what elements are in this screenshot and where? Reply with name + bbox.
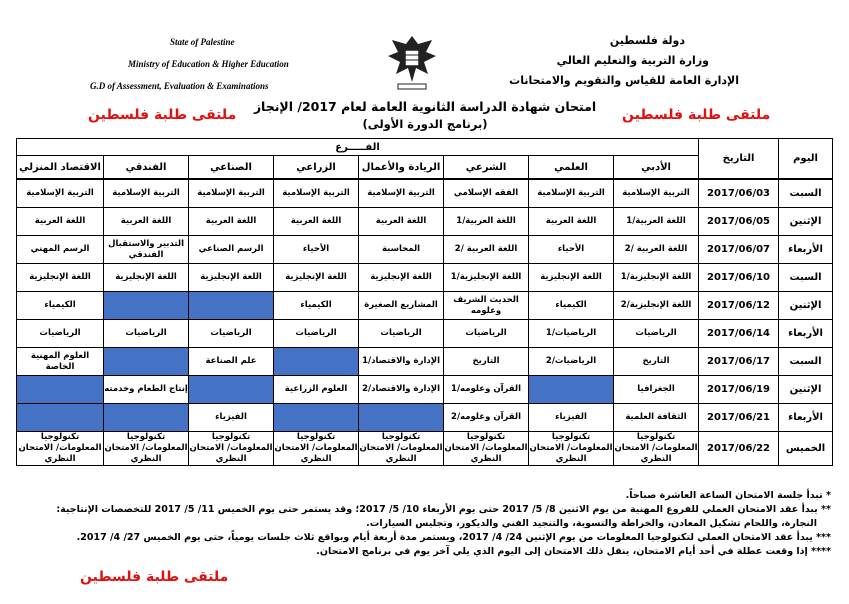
subject-cell: تكنولوجيا المعلومات/ الامتحان النظري xyxy=(189,432,273,464)
day-cell: السبت xyxy=(779,348,833,376)
subject-cell: القرآن وعلومه/1 xyxy=(444,376,529,404)
date-cell: 2017/06/21 xyxy=(699,404,779,432)
subject-cell: اللغة الإنجليزية/1 xyxy=(444,264,529,292)
branch-col-header: الفندقي xyxy=(104,156,189,180)
day-cell: السبت xyxy=(779,179,833,208)
subject-cell: اللغة العربية/1 xyxy=(444,208,529,236)
subject-cell: الكيمياء xyxy=(17,292,104,320)
subject-cell xyxy=(189,376,274,404)
subject-cell xyxy=(17,404,104,432)
date-cell: 2017/06/12 xyxy=(699,292,779,320)
date-cell: 2017/06/05 xyxy=(699,208,779,236)
subject-cell: اللغة الإنجليزية xyxy=(359,264,444,292)
subject-cell: التاريخ xyxy=(444,348,529,376)
en-ministry: Ministry of Education & Higher Education xyxy=(128,59,289,69)
palestine-emblem-icon xyxy=(384,30,440,92)
subject-cell: المحاسبة xyxy=(359,236,444,264)
day-cell: السبت xyxy=(779,264,833,292)
notes xyxy=(11,489,831,559)
day-cell: الإثنين xyxy=(779,292,833,320)
forum-label-bottom: ملتقى طلبة فلسطين xyxy=(80,569,229,585)
subject-cell xyxy=(359,404,444,432)
subject-cell: الإدارة والاقتصاد/2 xyxy=(359,376,444,404)
subject-cell: علم الصناعة xyxy=(189,348,274,376)
subject-cell: التربية الإسلامية xyxy=(17,179,104,208)
date-cell: 2017/06/17 xyxy=(699,348,779,376)
ar-ministry: وزارة التربية والتعليم العالي xyxy=(556,54,709,67)
note-3: *** يبدأ عقد الامتحان العملي لتكنولوجيا المعلومات من يوم الإثنين 24/ 4/ 2017، ويستمر مدة أربعة أيام وبواقع ثلاث جلسات يومياً، حتى يوم الخميس 27/ 4/ 2017. xyxy=(76,532,831,543)
subject-cell: الرسم المهني xyxy=(17,236,104,264)
subject-cell: المشاريع الصغيرة xyxy=(359,292,444,320)
note-1: * تبدأ جلسة الامتحان الساعة العاشرة صباحاً. xyxy=(625,490,831,501)
en-gd: G.D of Assessment, Evaluation & Examinations xyxy=(90,81,269,91)
subject-cell: تكنولوجيا المعلومات/ الامتحان النظري xyxy=(359,432,443,464)
subject-cell: الرياضيات xyxy=(17,320,104,348)
subject-cell: العلوم الزراعية xyxy=(274,376,359,404)
subject-cell: التاريخ xyxy=(614,348,699,376)
subject-cell: الرسم الصناعي xyxy=(189,236,274,264)
subject-cell: تكنولوجيا المعلومات/ الامتحان النظري xyxy=(614,432,698,464)
subject-cell: العلوم المهنية الخاصة xyxy=(17,348,104,376)
day-cell: الأربعاء xyxy=(779,320,833,348)
day-header: اليوم xyxy=(779,139,833,180)
subject-cell: تكنولوجيا المعلومات/ الامتحان النظري xyxy=(444,432,528,464)
subject-cell: الفيزياء xyxy=(189,404,274,432)
subject-cell: اللغة الإنجليزية xyxy=(274,264,359,292)
subject-cell: الرياضيات xyxy=(359,320,444,348)
branch-col-header: الريادة والأعمال xyxy=(359,156,444,180)
subject-cell xyxy=(529,376,614,404)
subject-cell: اللغة العربية xyxy=(529,208,614,236)
subject-cell: اللغة الإنجليزية xyxy=(529,264,614,292)
subject-cell: الأحياء xyxy=(529,236,614,264)
date-header: التاريخ xyxy=(699,139,779,180)
subject-cell: اللغة العربية xyxy=(359,208,444,236)
subject-cell: الثقافة العلمية xyxy=(614,404,699,432)
subject-cell xyxy=(104,292,189,320)
subject-cell: الفيزياء xyxy=(529,404,614,432)
subject-cell: القرآن وعلومه/2 xyxy=(444,404,529,432)
day-cell: الأربعاء xyxy=(779,236,833,264)
forum-label-right: ملتقى طلبة فلسطين xyxy=(622,107,771,123)
subject-cell: الكيمياء xyxy=(274,292,359,320)
subject-cell: اللغة العربية/1 xyxy=(614,208,699,236)
subject-cell: التربية الإسلامية xyxy=(529,179,614,208)
ar-gd: الإدارة العامة للقياس والتقويم والامتحانات xyxy=(509,74,739,87)
date-cell: 2017/06/22 xyxy=(699,432,779,466)
branch-col-header: الأدبي xyxy=(614,156,699,180)
subject-cell: التربية الإسلامية xyxy=(274,179,359,208)
subject-cell: الرياضيات/1 xyxy=(529,320,614,348)
subject-cell: اللغة العربية xyxy=(274,208,359,236)
note-2: ** يبدأ عقد الامتحان العملي للفروع المهنية من يوم الاثنين 8/ 5/ 2017 حتى يوم الأربعاء 10/ 5/ 2017؛ وقد يستمر حتى يوم الخميس 11/ 5/ 2017 للتخصصات الإنتاجية: xyxy=(56,504,831,515)
subject-cell xyxy=(104,348,189,376)
ar-state: دولة فلسطين xyxy=(609,34,685,47)
en-state: State of Palestine xyxy=(170,37,235,47)
page-subtitle: (برنامج الدورة الأولى) xyxy=(362,117,488,131)
subject-cell: اللغة العربية xyxy=(17,208,104,236)
date-cell: 2017/06/19 xyxy=(699,376,779,404)
subject-cell: اللغة العربية xyxy=(189,208,274,236)
branch-col-header: العلمي xyxy=(529,156,614,180)
day-cell: الأربعاء xyxy=(779,404,833,432)
page-title: امتحان شهادة الدراسة الثانوية العامة لعام 2017/ الإنجاز xyxy=(253,99,597,114)
subject-cell: تكنولوجيا المعلومات/ الامتحان النظري xyxy=(17,432,104,466)
branch-header: الفـــــرع xyxy=(17,139,699,156)
note-2b: النجارة، واللحام تشكيل المعادن، والخراطة والتسوية، والتنجيد الفني والديكور، وتجليس السيارات. xyxy=(366,518,817,529)
subject-cell: إنتاج الطعام وخدمته xyxy=(104,376,189,404)
branch-col-header: الشرعي xyxy=(444,156,529,180)
subject-cell: التربية الإسلامية xyxy=(359,179,444,208)
subject-cell: الكيمياء xyxy=(529,292,614,320)
subject-cell: الأحياء xyxy=(274,236,359,264)
exam-schedule-table xyxy=(16,138,833,466)
subject-cell: الحديث الشريف وعلومه xyxy=(444,292,529,320)
date-cell: 2017/06/03 xyxy=(699,179,779,208)
subject-cell: اللغة الإنجليزية/2 xyxy=(614,292,699,320)
date-cell: 2017/06/07 xyxy=(699,236,779,264)
subject-cell: اللغة الإنجليزية xyxy=(104,264,189,292)
day-cell: الخميس xyxy=(779,432,833,466)
subject-cell: الرياضيات xyxy=(189,320,274,348)
date-cell: 2017/06/14 xyxy=(699,320,779,348)
subject-cell: تكنولوجيا المعلومات/ الامتحان النظري xyxy=(529,432,613,464)
subject-cell: الرياضيات xyxy=(104,320,189,348)
branch-col-header: الاقتصاد المنزلي xyxy=(17,156,104,180)
subject-cell: الإدارة والاقتصاد/1 xyxy=(359,348,444,376)
date-cell: 2017/06/10 xyxy=(699,264,779,292)
subject-cell xyxy=(17,376,104,404)
subject-cell: الرياضيات xyxy=(444,320,529,348)
subject-cell: التربية الإسلامية xyxy=(614,179,699,208)
subject-cell xyxy=(104,404,189,432)
subject-cell: التربية الإسلامية xyxy=(104,179,189,208)
subject-cell: تكنولوجيا المعلومات/ الامتحان النظري xyxy=(274,432,358,464)
branch-col-header: الزراعي xyxy=(274,156,359,180)
subject-cell: الجغرافيا xyxy=(614,376,699,404)
subject-cell: الرياضيات/2 xyxy=(529,348,614,376)
subject-cell: اللغة الإنجليزية/1 xyxy=(614,264,699,292)
day-cell: الإثنين xyxy=(779,208,833,236)
note-4: **** إذا وقعت عطلة في أحد أيام الامتحان، ينقل ذلك الامتحان إلى اليوم الذي يلي آخر يوم في برنامج الامتحان. xyxy=(316,546,831,557)
subject-cell: الرياضيات xyxy=(614,320,699,348)
day-cell: الإثنين xyxy=(779,376,833,404)
subject-cell: تكنولوجيا المعلومات/ الامتحان النظري xyxy=(104,432,188,464)
subject-cell: اللغة الإنجليزية xyxy=(17,264,104,292)
branch-col-header: الصناعي xyxy=(189,156,274,180)
subject-cell: التربية الإسلامية xyxy=(189,179,274,208)
subject-cell: اللغة العربية /2 xyxy=(444,236,529,264)
subject-cell: الرياضيات xyxy=(274,320,359,348)
subject-cell: التدبير والاستقبال الفندقي xyxy=(104,236,189,264)
subject-cell xyxy=(189,292,274,320)
subject-cell xyxy=(274,404,359,432)
subject-cell: اللغة العربية /2 xyxy=(614,236,699,264)
subject-cell: اللغة العربية xyxy=(104,208,189,236)
subject-cell: الفقه الإسلامي xyxy=(444,179,529,208)
subject-cell: اللغة الإنجليزية xyxy=(189,264,274,292)
forum-label-left: ملتقى طلبة فلسطين xyxy=(88,107,237,123)
subject-cell xyxy=(274,348,359,376)
